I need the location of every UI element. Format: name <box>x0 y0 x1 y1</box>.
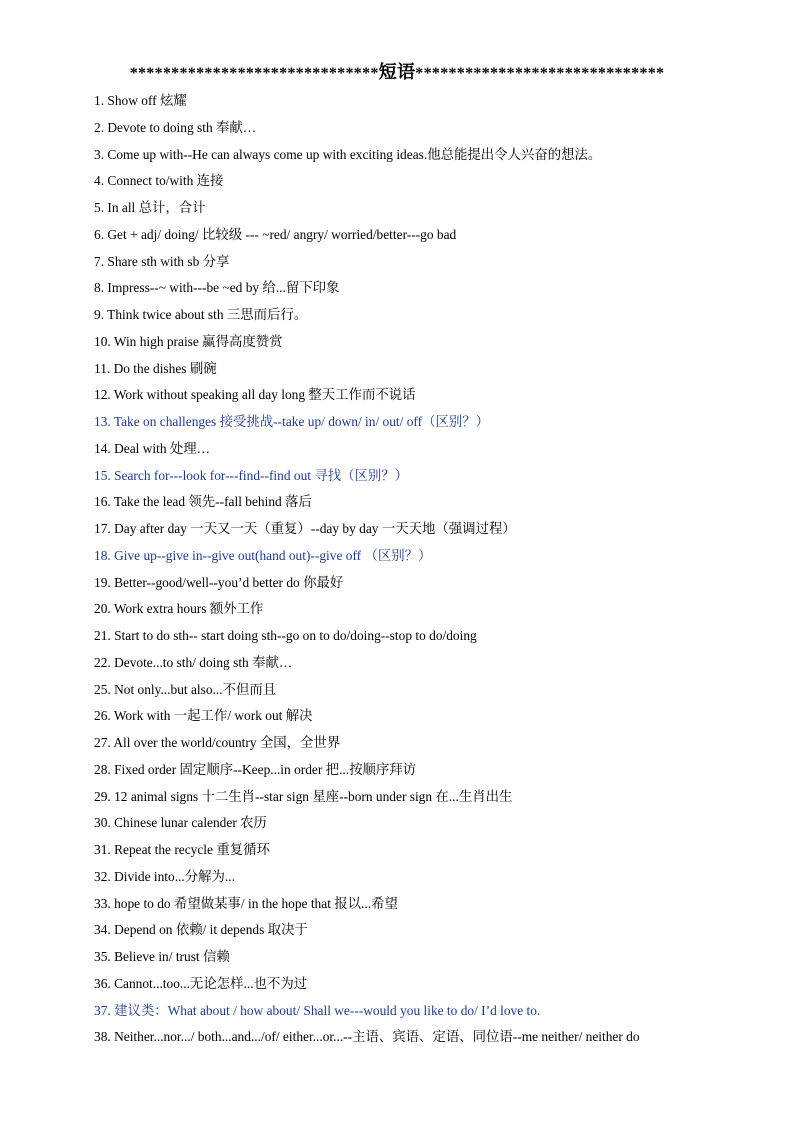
list-item: 6. Get + adj/ doing/ 比较级 --- ~red/ angry/ worried/better---go bad <box>94 226 457 242</box>
list-item: 26. Work with 一起工作/ work out 解决 <box>94 708 313 724</box>
page-title <box>0 60 794 86</box>
list-item: 16. Take the lead 领先--fall behind 落后 <box>94 494 312 510</box>
list-item: 11. Do the dishes 刷碗 <box>94 360 217 376</box>
list-item: 38. Neither...nor.../ both...and.../of/ either...or...--主语、宾语、定语、同位语--me neither/ neither do <box>94 1029 640 1045</box>
title-stars-left: ****************************** <box>129 65 379 82</box>
list-item: 30. Chinese lunar calender 农历 <box>94 815 267 831</box>
title-heading: 短语 <box>378 62 416 82</box>
list-item: 17. Day after day 一天又一天（重复）--day by day 一天天地（强调过程） <box>94 521 516 536</box>
list-item: 20. Work extra hours 额外工作 <box>94 601 264 617</box>
list-item: 36. Cannot...too...无论怎样...也不为过 <box>94 975 308 991</box>
list-item: 15. Search for---look for---find--find out 寻找（区别？） <box>94 467 409 483</box>
list-item: 28. Fixed order 固定顺序--Keep...in order 把...按顺序拜访 <box>94 761 417 777</box>
list-item: 18. Give up--give in--give out(hand out)--give off （区别？） <box>94 547 432 563</box>
list-item: 35. Believe in/ trust 信赖 <box>94 949 230 964</box>
list-item: 33. hope to do 希望做某事/ in the hope that 报以...希望 <box>94 895 398 911</box>
list-item: 25. Not only...but also...不但而且 <box>94 681 277 697</box>
list-item: 34. Depend on 依赖/ it depends 取决于 <box>94 922 308 938</box>
list-item: 22. Devote...to sth/ doing sth 奉献… <box>94 654 293 670</box>
title-stars-right: ****************************** <box>415 65 665 82</box>
list-item: 31. Repeat the recycle 重复循环 <box>94 842 270 857</box>
list-item: 7. Share sth with sb 分享 <box>94 253 230 269</box>
list-item: 21. Start to do sth-- start doing sth--go on to do/doing--stop to do/doing <box>94 628 477 643</box>
list-item: 10. Win high praise 赢得高度赞赏 <box>94 333 283 349</box>
list-item: 4. Connect to/with 连接 <box>94 173 224 189</box>
list-item: 27. All over the world/country 全国，全世界 <box>94 735 341 750</box>
list-item: 9. Think twice about sth 三思而后行。 <box>94 307 308 322</box>
list-item: 37. 建议类：What about / how about/ Shall we---would you like to do/ I’d love to. <box>94 1002 541 1018</box>
list-item: 8. Impress--~ with---be ~ed by 给...留下印象 <box>94 280 340 296</box>
list-item: 13. Take on challenges 接受挑战--take up/ down/ in/ out/ off（区别？） <box>94 414 490 429</box>
list-item: 5. In all 总计，合计 <box>94 200 206 215</box>
list-item: 29. 12 animal signs 十二生肖--star sign 星座--born under sign 在...生肖出生 <box>94 788 513 804</box>
list-item: 19. Better--good/well--you’d better do 你最好 <box>94 574 344 590</box>
list-item: 2. Devote to doing sth 奉献… <box>94 119 257 135</box>
list-item: 1. Show off 炫耀 <box>94 93 187 108</box>
list-item: 3. Come up with--He can always come up with exciting ideas.他总能提出令人兴奋的想法。 <box>94 146 602 162</box>
list-item: 32. Divide into...分解为... <box>94 868 235 884</box>
phrase-list <box>94 88 784 1051</box>
list-item: 14. Deal with 处理… <box>94 440 211 456</box>
list-item: 12. Work without speaking all day long 整天工作而不说话 <box>94 387 416 403</box>
